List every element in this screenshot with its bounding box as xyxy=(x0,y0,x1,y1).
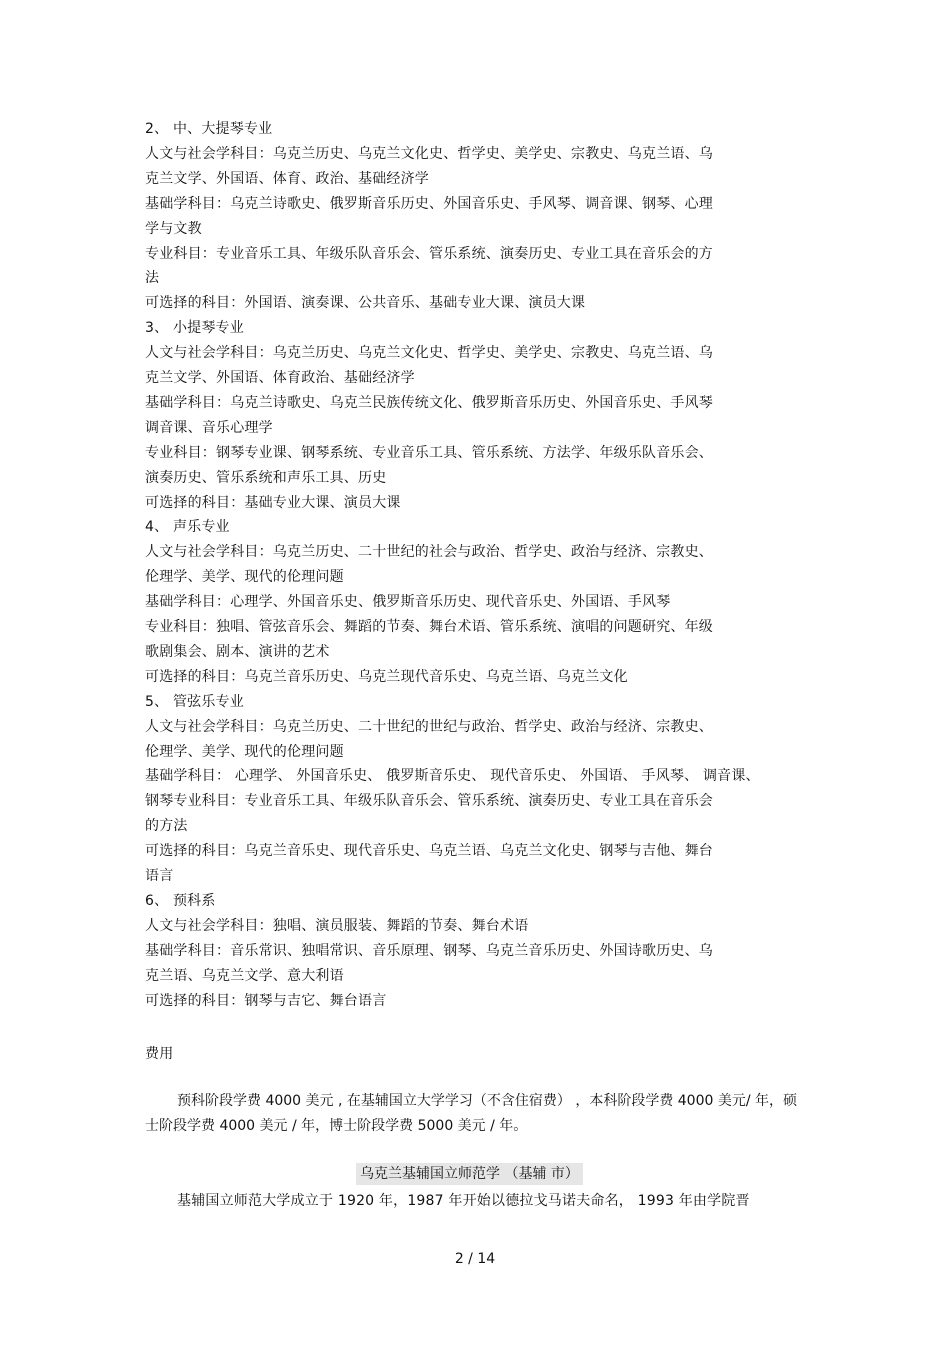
text-line: 的方法 xyxy=(145,818,188,834)
text-line: 克兰语、乌克兰文学、意大利语 xyxy=(145,968,344,984)
text-line: 专业科目：钢琴专业课、钢琴系统、专业音乐工具、管乐系统、方法学、年级乐队音乐会、 xyxy=(145,445,713,461)
text-line: 人文与社会学科目：乌克兰历史、二十世纪的社会与政治、哲学史、政治与经济、宗教史、 xyxy=(145,544,713,560)
text-line: 4、 声乐专业 xyxy=(145,519,230,535)
text-line: 钢琴专业科目：专业音乐工具、年级乐队音乐会、管乐系统、演奏历史、专业工具在音乐会 xyxy=(145,793,713,809)
page-number: 2 / 14 xyxy=(454,1251,496,1267)
text-line: 学与文教 xyxy=(145,221,202,237)
text-line: 5、 管弦乐专业 xyxy=(145,694,244,710)
university-intro: 基辅国立师范大学成立于 1920 年，1987 年开始以德拉戈马诺夫命名， 1993 年由学院晋 xyxy=(177,1193,750,1209)
text-line: 3、 小提琴专业 xyxy=(145,320,244,336)
text-line: 可选择的科目：乌克兰音乐史、现代音乐史、乌克兰语、乌克兰文化史、钢琴与吉他、舞台 xyxy=(145,843,713,859)
text-line: 可选择的科目：基础专业大课、演员大课 xyxy=(145,495,401,511)
text-line: 演奏历史、管乐系统和声乐工具、历史 xyxy=(145,470,387,486)
text-line: 人文与社会学科目：乌克兰历史、二十世纪的世纪与政治、哲学史、政治与经济、宗教史、 xyxy=(145,719,713,735)
text-line: 基础学科目：音乐常识、独唱常识、音乐原理、钢琴、乌克兰音乐历史、外国诗歌历史、乌 xyxy=(145,943,713,959)
text-line: 2、 中、大提琴专业 xyxy=(145,121,273,137)
text-line: 歌剧集会、剧本、演讲的艺术 xyxy=(145,644,330,660)
text-line: 可选择的科目：钢琴与吉它、舞台语言 xyxy=(145,993,387,1009)
text-line: 伦理学、美学、现代的伦理问题 xyxy=(145,569,344,585)
fee-paragraph-text: 预科阶段学费 4000 美元 , 在基辅国立大学学习（不含住宿费） ，本科阶段学费 4000 美元/ 年，硕士阶段学费 4000 美元 / 年，博士阶段学费 5000 美元 / 年。 xyxy=(145,1093,798,1134)
text-line: 基础学科目：乌克兰诗歌史、俄罗斯音乐历史、外国音乐史、手风琴、调音课、钢琴、心理 xyxy=(145,196,713,212)
text-line: 克兰文学、外国语、体育政治、基础经济学 xyxy=(145,370,415,386)
text-line: 专业科目：独唱、管弦音乐会、舞蹈的节奏、舞台术语、管乐系统、演唱的问题研究、年级 xyxy=(145,619,713,635)
text-line: 基础学科目：心理学、外国音乐史、俄罗斯音乐历史、现代音乐史、外国语、手风琴 xyxy=(145,594,671,610)
text-line: 人文与社会学科目：乌克兰历史、乌克兰文化史、哲学史、美学史、宗教史、乌克兰语、乌 xyxy=(145,345,713,361)
text-line: 专业科目：专业音乐工具、年级乐队音乐会、管乐系统、演奏历史、专业工具在音乐会的方 xyxy=(145,246,713,262)
text-line: 伦理学、美学、现代的伦理问题 xyxy=(145,744,344,760)
text-line: 基础学科目： 心理学、 外国音乐史、 俄罗斯音乐史、 现代音乐史、 外国语、 手风琴、 调音课、 xyxy=(145,768,760,784)
fee-paragraph xyxy=(145,1089,810,1139)
text-line: 可选择的科目：乌克兰音乐历史、乌克兰现代音乐史、乌克兰语、乌克兰文化 xyxy=(145,669,628,685)
text-line: 6、 预科系 xyxy=(145,893,216,909)
fee-heading: 费用 xyxy=(145,1046,174,1062)
text-line: 人文与社会学科目：独唱、演员服装、舞蹈的节奏、舞台术语 xyxy=(145,918,529,934)
text-line: 语言 xyxy=(145,868,174,884)
text-line: 克兰文学、外国语、体育、政治、基础经济学 xyxy=(145,171,429,187)
text-line: 调音课、音乐心理学 xyxy=(145,420,273,436)
text-line: 基础学科目：乌克兰诗歌史、乌克兰民族传统文化、俄罗斯音乐历史、外国音乐史、手风琴 xyxy=(145,395,713,411)
university-heading: 乌克兰基辅国立师范学 （基辅 市） xyxy=(356,1163,583,1185)
text-line: 人文与社会学科目：乌克兰历史、乌克兰文化史、哲学史、美学史、宗教史、乌克兰语、乌 xyxy=(145,146,713,162)
text-line: 可选择的科目：外国语、演奏课、公共音乐、基础专业大课、演员大课 xyxy=(145,295,586,311)
text-line: 法 xyxy=(145,270,160,286)
